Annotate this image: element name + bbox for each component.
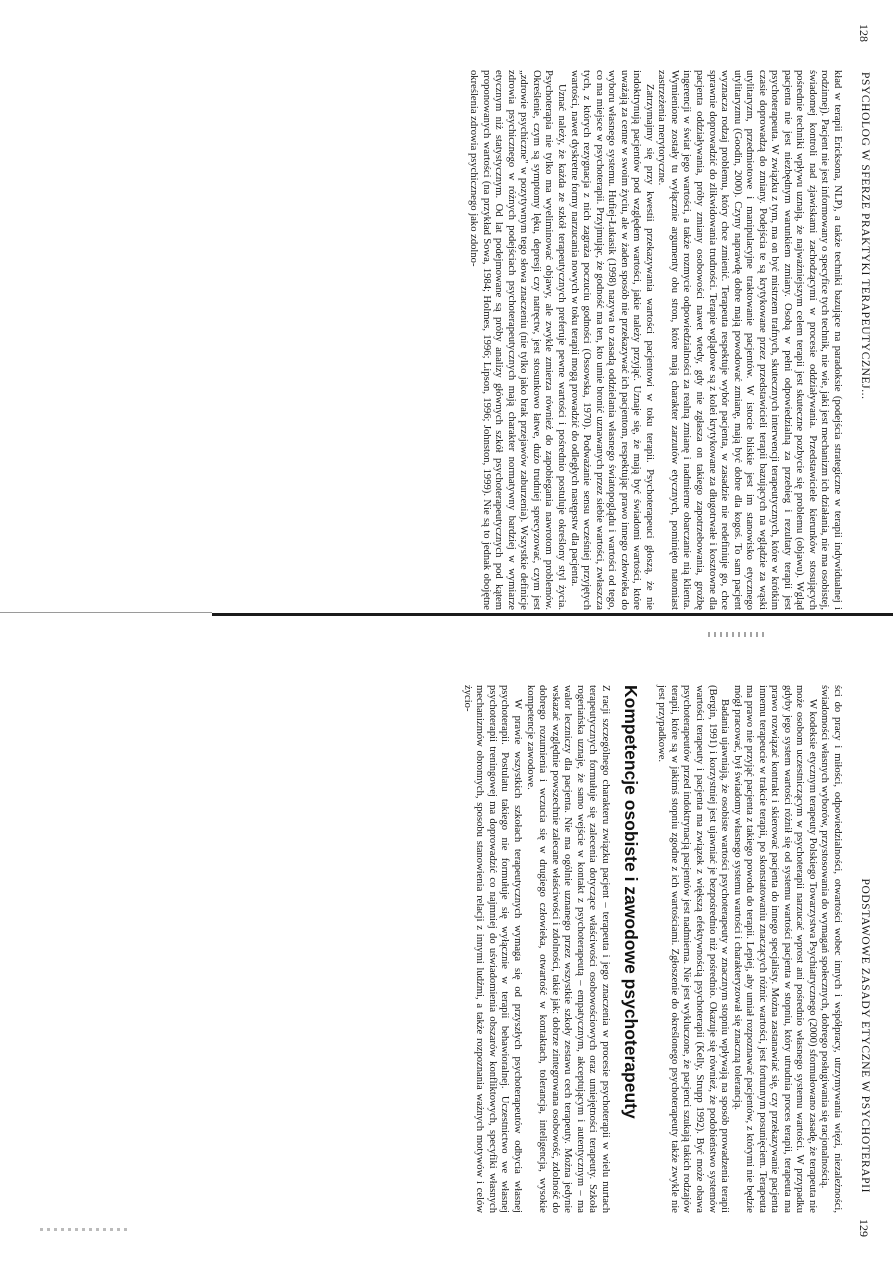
page-128 [0,0,893,615]
running-head: PODSTAWOWE ZASADY ETYCZNE W PSYCHOTERAPII [859,878,871,1193]
section-heading: Kompetencje osobiste i zawodowe psychoterapeuty [620,685,641,1119]
page-number: 129 [857,1219,871,1237]
paragraph: W kodeksie etycznym terapeuty Polskiego Towarzystwa Psychiatrycznego (2000) sformułowano zasadę, że terapeuta nie może osobom uczestniczącym w psychoterapii narzucać wprost ani pośrednio własnego systemu wartości. W przypadku gdyby jego system wartości różnił się od systemu wartości pacjenta w stopniu, który utrudnia proces terapii, terapeuta ma prawo rozwiązać kontrakt i skierować pacjenta do innego specjalisty. Można zastanawiać się, czy przekazywanie pacjenta innemu terapeucie w trakcie terapii, po skonstatowaniu znaczących różnic wartości, jest fortunnym posunięciem. Terapeuta ma prawo nie przyjąć pacjenta z takiego powodu do terapii. Lepiej, aby umiał rozpoznawać pacjentów, z którymi nie będzie mógł pracować, był świadomy własnego systemu wartości i charakteryzował się znaczną tolerancją. [731,685,818,1213]
scan-gutter-shadow [0,612,212,613]
body-text-column [13,70,843,610]
page-129-region [0,615,893,1263]
paragraph: W prawie wszystkich szkołach terapeutycznych wymaga się od przyszłych psychoterapeutów odbycia własnej psychoterapii. Postulatu takiego nie formułuje się wyłącznie w terapii behawioralnej. Uczestnictwo we własnej psychoterapii treningowej ma doprowadzić co najmniej do uświadomienia obszarów konfliktowych, specyfiki własnych mechanizmów obronnych, sposobu stanowienia relacji z innymi ludźmi, a także rozpoznania ważnych motywów i celów życio- [461,685,523,1213]
page-129 [0,615,893,1263]
scan-gutter-line [212,613,893,616]
scan-noise [40,1228,130,1231]
body-text-column [13,685,843,1213]
scan-noise [708,632,766,637]
paragraph: Z racji szczególnego charakteru związku pacjent – terapeuta i jego znaczenia w procesie psychoterapii w wielu nurtach terapeutycznych formułuje się zalecenia dotyczące właściwości osobowościowych oraz umiejętności terapeuty. Szkoła rogeriańska uznaje, że samo wejście w kontakt z psychoterapeutą – empatycznym, akceptującym i autentycznym – ma walor leczniczy dla pacjenta. Nie ma ogólnie uznanego przez wszystkie szkoły zestawu cech terapeuty. Można jedynie wskazać względnie powszechnie zalecane właściwości i zdolności, takie jak: dobrze zintegrowana osobowość, zdolność do dobrego rozumienia i wczucia się w drugiego człowieka, otwartość w kontaktach, tolerancja, inteligencja, wysokie kompetencje zawodowe. [524,685,611,1213]
paragraph: ści do pracy i miłości, odpowiedzialności, otwartości wobec innych i współpracy, utrzymywania więzi, niezależności, świadomości własnych wyborów, przystosowania do wymagań społecznych, dobrego posługiwania się racjonalnością. [819,685,843,1213]
paragraph: Zatrzymajmy się przy kwestii przekazywania wartości pacjentowi w toku terapii. Psychoterapeuci głoszą, że nie indoktrynują pacjentów pod względem wartości, jakie należy przyjąć. Uznaje się, że mają być świadomi wartości, które uważają za cenne w swoim życiu, ale w żaden sposób nie przekazywać ich pacjentom, respektując prawo innego człowieka do wyboru własnego systemu. Hufiej-Łukasik (1998) nazywa to zasadą oddzielania własnego światopoglądu i wartości od tego, co ma miejsce w psychoterapii. Przyjmując, że godność ma ten, kto umie bronić uznawanych przez siebie wartości, zwłaszcza tych, z których rezygnacja z nich zagraża poczuciu godności (Ossowska, 1970). Podważanie sensu wcześniej przyjętych wartości, nawet dyskretne formy narzucania nowych w toku terapii mogą prowadzić do odległych następstw dla pacjenta. [568,70,655,610]
running-head: PSYCHOLOG W SFERZE PRAKTYKI TERAPEUTYCZNEJ... [859,72,871,400]
page-number: 128 [857,24,871,42]
paragraph: Badania ujawniają, że osobiste wartości psychoterapeuty w znacznym stopniu wpływają na sposób prowadzenia terapii (Bergin, 1991) i korzystniej jest ujawniać je bezpośrednio niż pośrednio. Okazuje się również, że podobieństwo systemów wartości terapeuty i pacjenta ma związek z większą efektywnością psychoterapii (Kelly, Strupp 1992). Być może obawa psychoterapeutów przed indoktrynacją pacjentów jest nadmierna. Nie jest wykluczone, że pacjenci szukają takich rodzajów terapii, które są w jakimś stopniu zgodne z ich wartościami. Zgłoszenie do określonego psychoterapeuty także zwykle nie jest przypadkowe. [656,685,731,1213]
paragraph: kład w terapii Ericksona, NLP), a także techniki bazujące na paradoksie (podejścia strategiczne w terapii indywidualnej i rodzinnej). Pacjent nie jest informowany o specyfice tych technik, nie wie, jaki jest mechanizm ich działania, nie ma osobistej, świadomej kontroli nad zjawiskami zachodzącymi w procesie oddziaływania. Przedstawiciele kierunków stosujących pośrednie techniki wpływu uznają, że najważniejszym celem terapii jest skuteczne pozbycie się problemu (objawu). Wgląd pacjenta nie jest niezbędnym warunkiem zmiany. Osobą w pełni odpowiedzialną za przebieg i rezultaty terapii jest psychoterapeuta. W związku z tym, ma on być mistrzem trafnych, skutecznych interwencji terapeutycznych, które w krótkim czasie doprowadzą do zmiany. Podejścia te są krytykowane przez przedstawicieli terapii bazujących na wglądzie za wąski utylitaryzm, przedmiotowe i manipulacyjne traktowanie pacjentów. W istocie bliskie jest im stanowisko etycznego utylitaryzmu (Goodin, 2000). Czyny naprawdę dobre mają powodować zmianę, mają być dobre dla kogoś. To sam pacjent wyznacza rodzaj problemu, który chce zmienić. Terapeuta respektuje wybór pacjenta, w zasadzie nie redefiniuje go, chce sprawnie doprowadzić do zlikwidowania trudności. Terapie wglądowe są z kolei krytykowane za długotrwałe i kosztowne dla pacjenta oddziaływania, próby zmiany osobowości nawet wtedy, gdy nie zgłasza on takiego zapotrzebowania, groźbę ingerencji w świat jego wartości, a także rozmycie odpowiedzialności za realną zmianę i nadmierne obarczanie nią klienta. Wymienione zostały tu wyłącznie argumenty obu stron, które mają charakter zarzutów etycznych, pominięto natomiast zastrzeżenia merytoryczne. [656,70,843,610]
page-128-region [0,0,893,615]
paragraph: Uznać należy, że każda ze szkół terapeutycznych preferuje pewne wartości i pośrednio postuluje określony styl życia. Psychoterapia nie tylko ma wyeliminować objawy, ale zwykle zmierza również do zapobiegania nawrotom problemów. Określenie, czym są symptomy lęku, depresji czy natręctw, jest stosunkowo łatwe, dużo trudniej sprecyzować, czym jest „zdrowie psychiczne" w pozytywnym tego słowa znaczeniu (nie tylko jako brak przejawów zaburzenia). Wszystkie definicje zdrowia psychicznego w różnych podejściach psychoterapeutycznych mają charakter normatywny bardziej w wymiarze etycznym niż statystycznym. Od lat podejmowane są próby analizy głównych szkół psychoterapeutycznych pod kątem proponowanych wartości (na przykład Sowa, 1984; Holmes, 1996; Lipson, 1996; Johnston, 1999). Nie są to jednak obojętne określenia zdrowia psychicznego jako zdolno- [468,70,567,610]
